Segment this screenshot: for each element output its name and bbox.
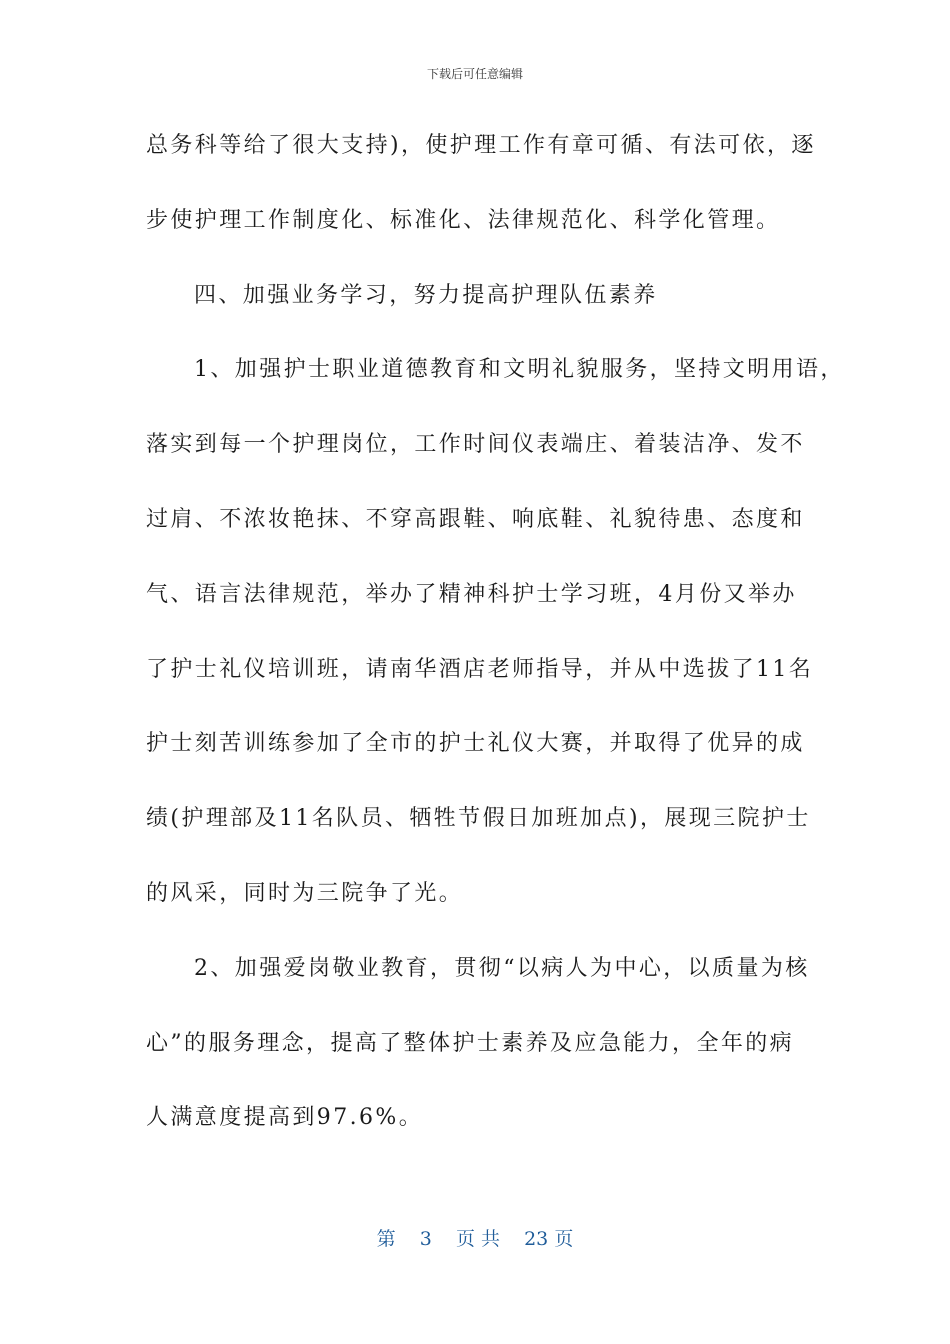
text-line: 人满意度提高到97.6%。 — [146, 1105, 424, 1131]
text-line: 气、语言法律规范，举办了精神科护士学习班，4月份又举办 — [146, 581, 797, 607]
page-number — [0, 1226, 950, 1252]
text-line: 的风采，同时为三院争了光。 — [146, 880, 464, 906]
section-heading: 四、加强业务学习，努力提高护理队伍素养 — [194, 282, 658, 308]
text-line: 总务科等给了很大支持)，使护理工作有章可循、有法可依，逐 — [146, 133, 816, 158]
header-note: 下载后可任意编辑 — [426, 67, 523, 81]
text-line: 心”的服务理念，提高了整体护士素养及应急能力，全年的病 — [146, 1030, 795, 1056]
total-pages: 23 — [524, 1228, 549, 1250]
text-line: 护士刻苦训练参加了全市的护士礼仪大赛，并取得了优异的成 — [146, 731, 805, 757]
text-line: 过肩、不浓妆艳抹、不穿高跟鞋、响底鞋、礼貌待患、态度和 — [146, 506, 805, 532]
page-number-middle: 页 共 — [455, 1228, 500, 1250]
text-line: 了护士礼仪培训班，请南华酒店老师指导，并从中选拔了11名 — [146, 656, 814, 682]
text-line: 步使护理工作制度化、标准化、法律规范化、科学化管理。 — [146, 207, 781, 233]
text-line: 落实到每一个护理岗位，工作时间仪表端庄、着装洁净、发不 — [146, 432, 805, 458]
document-body — [146, 124, 845, 1171]
text-line: 2、加强爱岗敬业教育，贯彻“以病人为中心，以质量为核 — [194, 955, 810, 981]
text-line: 1、加强护士职业道德教育和文明礼貌服务，坚持文明用语， — [194, 357, 845, 383]
page-number-suffix: 页 — [554, 1228, 574, 1250]
text-line: 绩(护理部及11名队员、牺牲节假日加班加点)，展现三院护士 — [146, 806, 811, 832]
current-page: 3 — [419, 1228, 432, 1250]
page-number-prefix: 第 — [376, 1228, 396, 1250]
